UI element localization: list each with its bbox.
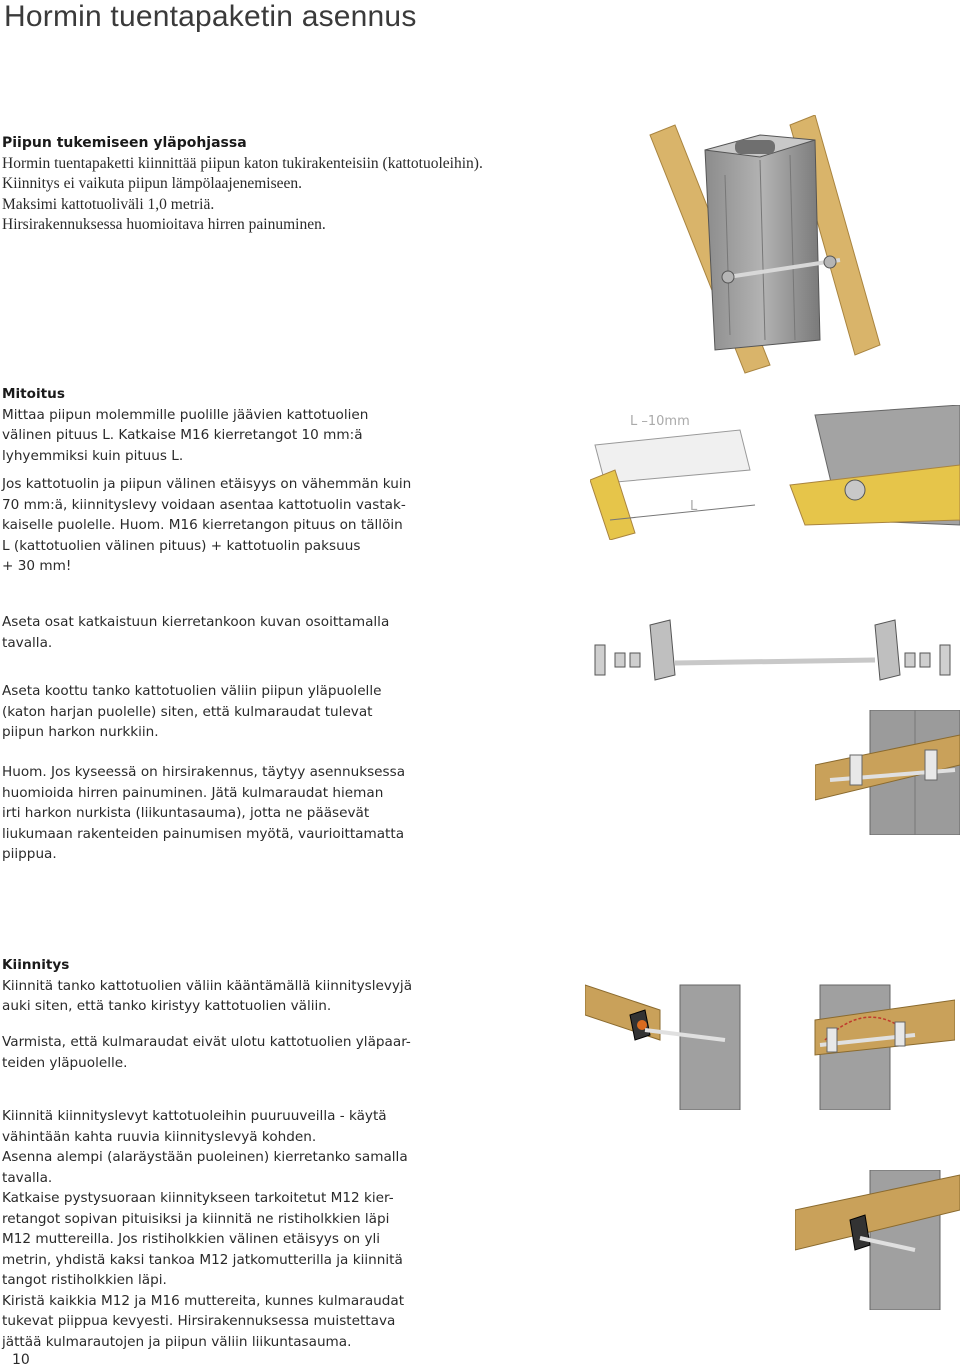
text-line: (katon harjan puolelle) siten, että kulmaraudat tulevat — [2, 703, 373, 720]
rod-length-diagram — [590, 405, 960, 540]
mounting-plate-icon — [940, 645, 950, 675]
text-line: kaiselle puolelle. Huom. M16 kierretangon pituus on tällöin — [2, 517, 403, 533]
text-line: välinen pituus L. Katkaise M16 kierretangot 10 mm:ä — [2, 427, 363, 443]
text-line: Kiinnitä kiinnityslevyt kattotuoleihin puuruuveilla - käytä — [2, 1108, 387, 1124]
text-line: piippua. — [2, 846, 57, 862]
text-line: jättää kulmarautojen ja piipun väliin liikuntasauma. — [2, 1333, 352, 1350]
text-line: piipun harkon nurkkiin. — [2, 724, 159, 740]
text-line: irti harkon nurkista (liikuntasauma), jotta ne pääsevät — [2, 805, 370, 821]
text-line: retangot sopivan pituisiksi ja kiinnitä ne ristiholkkien läpi — [2, 1210, 390, 1227]
chimney-flue — [735, 140, 775, 154]
paragraph — [2, 762, 422, 865]
page-title: Hormin tuentapaketin asennus — [4, 0, 417, 33]
threaded-rod-shape — [595, 430, 750, 483]
angle-bracket — [925, 750, 937, 780]
mounting-plate-icon — [824, 256, 836, 268]
text-line: Kiinnitä tanko kattotuolien väliin kääntämällä kiinnityslevyjä — [2, 977, 413, 994]
mounting-plate-icon — [595, 645, 605, 675]
dim-label-short: L –10mm — [630, 414, 690, 429]
text-line: Hirsirakennuksessa huomioitava hirren painuminen. — [2, 216, 326, 233]
text-line: Mittaa piipun molemmille puolille jäävien kattotuolien — [2, 406, 369, 423]
text-line: lyhyemmiksi kuin pituus L. — [2, 447, 184, 464]
text-line: huomioida hirren painuminen. Jätä kulmaraudat hieman — [2, 784, 384, 801]
paragraph — [2, 681, 422, 743]
paragraph — [2, 474, 422, 577]
rotate-plate-illustration — [585, 980, 955, 1110]
text-line: tavalla. — [2, 634, 53, 651]
text-line: teiden yläpuolelle. — [2, 1054, 128, 1071]
text-line: liukumaan rakenteiden painumisen myötä, vaurioittamatta — [2, 825, 405, 842]
text-line: Varmista, että kulmaraudat eivät ulotu kattotuolien yläpaar- — [2, 1034, 411, 1050]
threaded-rod — [675, 660, 875, 663]
page-number: 10 — [12, 1352, 30, 1368]
chimney-body — [680, 985, 740, 1110]
paragraph — [2, 1032, 422, 1073]
text-line: tangot ristiholkkien läpi. — [2, 1272, 167, 1288]
angle-bracket — [650, 620, 675, 680]
text-line: Asenna alempi (alaräystään puoleinen) kierretanko samalla — [2, 1149, 408, 1165]
section-kiinnitys — [2, 955, 422, 1017]
text-line: L (kattotuolien välinen pituus) + kattotuolin paksuus — [2, 537, 361, 554]
angle-bracket — [875, 620, 900, 680]
paragraph — [2, 1106, 422, 1352]
text-line: tukevat piippua kevyesti. Hirsirakennuksessa muistettava — [2, 1313, 396, 1329]
angle-bracket — [895, 1022, 905, 1046]
text-line: 70 mm:ä, kiinnityslevy voidaan asentaa kattotuolin vastak- — [2, 496, 406, 513]
text-line: auki siten, että tanko kiristyy kattotuolien väliin. — [2, 998, 332, 1014]
exploded-parts-illustration — [590, 615, 960, 695]
text-line: Huom. Jos kyseessä on hirsirakennus, täytyy asennuksessa — [2, 764, 406, 780]
angle-bracket — [827, 1028, 837, 1052]
screwed-plate-illustration — [795, 1170, 960, 1310]
text-line: Katkaise pystysuoraan kiinnitykseen tarkoitetut M12 kier- — [2, 1190, 394, 1206]
chimney-rafters-illustration — [640, 115, 890, 375]
text-line: tavalla. — [2, 1169, 53, 1186]
section-mitoitus — [2, 384, 422, 466]
paragraph — [2, 612, 422, 653]
section-heading: Kiinnitys — [2, 957, 70, 973]
text-line: Kiinnitys ei vaikuta piipun lämpölaajenemiseen. — [2, 175, 303, 192]
section-heading: Mitoitus — [2, 386, 65, 402]
text-line: Aseta koottu tanko kattotuolien väliin piipun yläpuolelle — [2, 683, 382, 699]
text-line: Kiristä kaikkia M12 ja M16 muttereita, kunnes kulmaraudat — [2, 1292, 405, 1309]
text-line: Aseta osat katkaistuun kierretankoon kuvan osoittamalla — [2, 614, 390, 630]
assembled-rod-illustration — [815, 710, 960, 835]
angle-bracket — [850, 755, 862, 785]
text-line: + 30 mm! — [2, 558, 72, 574]
section-heading: Piipun tukemiseen yläpohjassa — [2, 135, 247, 151]
text-line: Maksimi kattotuoliväli 1,0 metriä. — [2, 195, 215, 213]
text-line: metrin, yhdistä kaksi tankoa M12 jatkomutterilla ja kiinnitä — [2, 1251, 403, 1268]
section-intro — [2, 133, 562, 236]
dimension-line — [610, 505, 755, 520]
text-line: M12 muttereilla. Jos ristiholkkien välinen etäisyys on yli — [2, 1231, 381, 1247]
mounting-plate-icon — [845, 480, 865, 500]
mounting-plate-icon — [722, 271, 734, 283]
text-line: Jos kattotuolin ja piipun välinen etäisyys on vähemmän kuin — [2, 476, 412, 492]
dim-label-long: L — [690, 499, 698, 514]
text-line: vähintään kahta ruuvia kiinnityslevyä kohden. — [2, 1128, 317, 1145]
text-line: Hormin tuentapaketti kiinnittää piipun katon tukirakenteisiin (kattotuoleihin). — [2, 154, 483, 172]
